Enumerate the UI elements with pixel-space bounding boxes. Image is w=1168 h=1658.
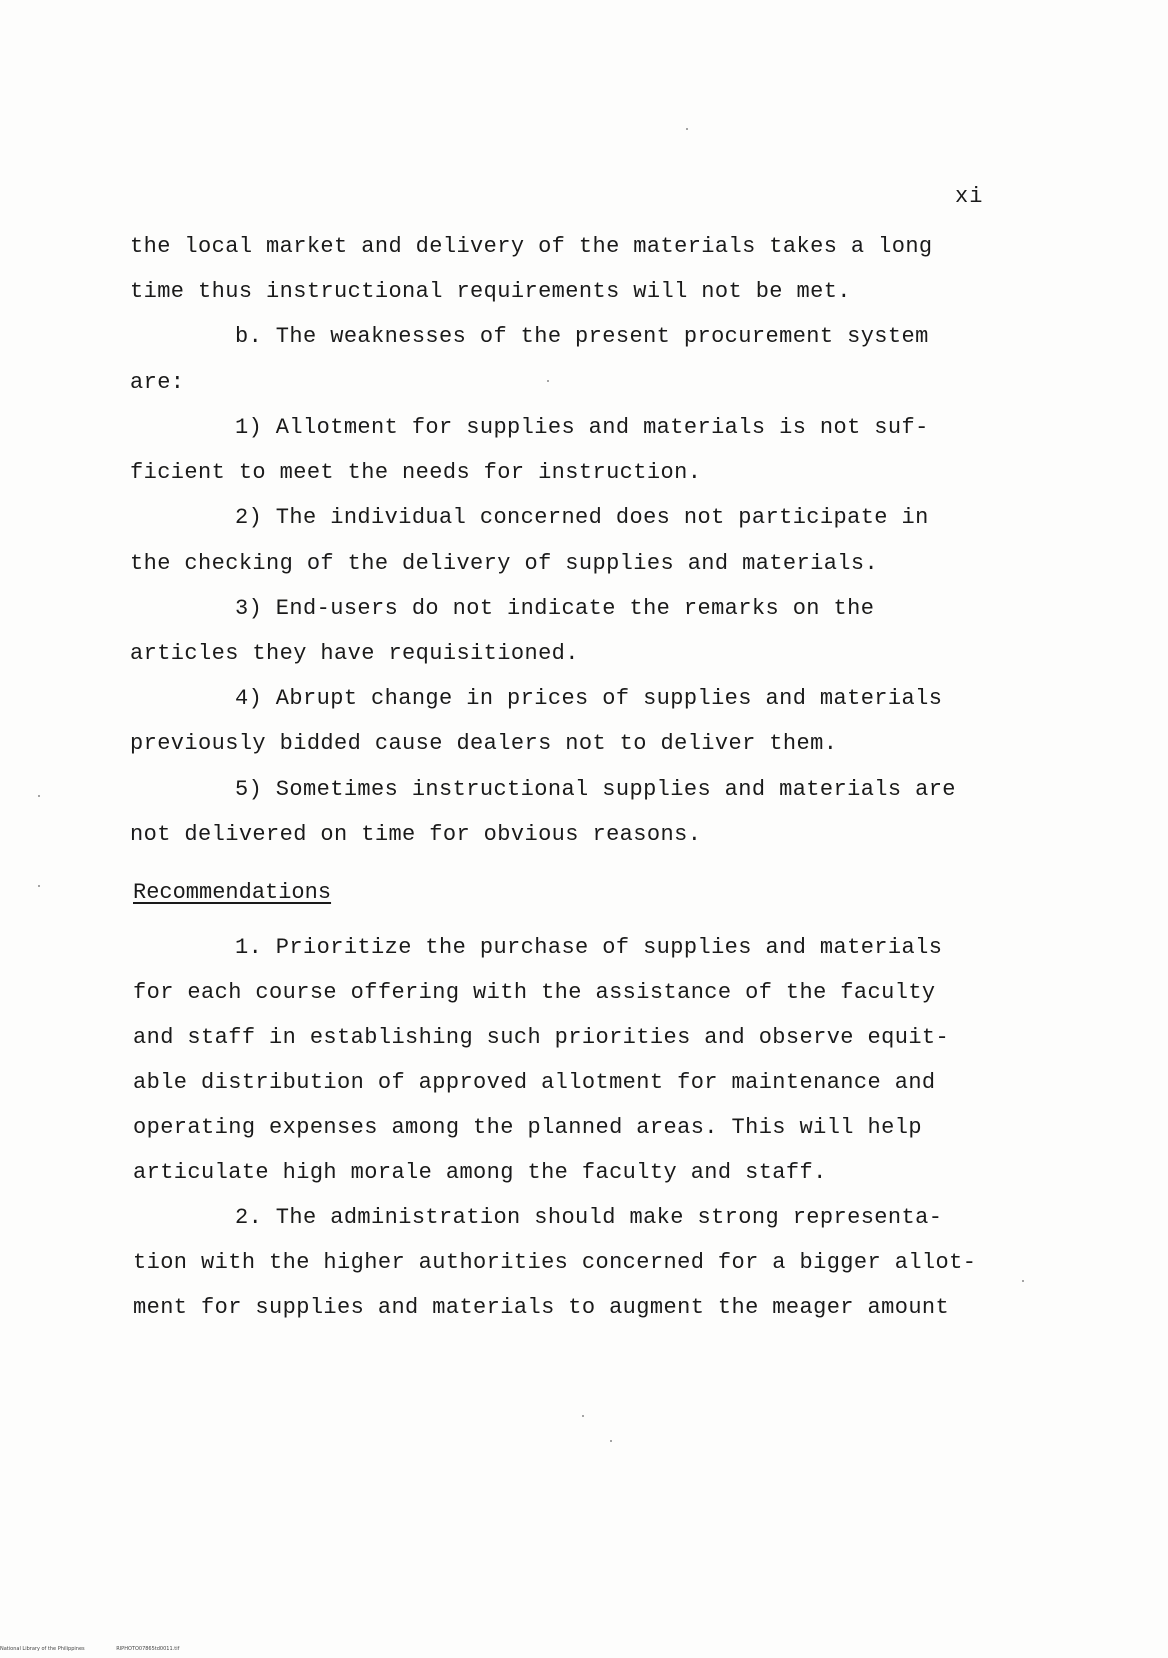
- text-line: previously bidded cause dealers not to deliver them.: [130, 731, 838, 756]
- text-line: 3) End-users do not indicate the remarks on the: [235, 596, 875, 621]
- footer-source: National Library of the Philippines: [0, 1646, 85, 1652]
- text-line: 1. Prioritize the purchase of supplies and materials: [235, 935, 943, 960]
- text-line: and staff in establishing such priorities and observe equit-: [133, 1025, 950, 1050]
- text-line: not delivered on time for obvious reasons.: [130, 822, 702, 847]
- recommendations-heading: Recommendations: [133, 880, 332, 905]
- text-line: ficient to meet the needs for instruction.: [130, 460, 702, 485]
- text-line: articles they have requisitioned.: [130, 641, 579, 666]
- text-line: 2. The administration should make strong representa-: [235, 1205, 943, 1230]
- scan-speck: [686, 128, 688, 130]
- text-line: able distribution of approved allotment for maintenance and: [133, 1070, 936, 1095]
- scan-speck: [38, 795, 40, 797]
- scan-speck: [610, 1440, 612, 1442]
- text-line: tion with the higher authorities concerned for a bigger allot-: [133, 1250, 977, 1275]
- text-line: the checking of the delivery of supplies and materials.: [130, 551, 879, 576]
- scan-speck: [38, 885, 40, 887]
- text-line: 1) Allotment for supplies and materials is not suf-: [235, 415, 929, 440]
- text-line: 5) Sometimes instructional supplies and materials are: [235, 777, 956, 802]
- scan-speck: [1022, 1280, 1024, 1282]
- scan-footer: [0, 1646, 209, 1652]
- text-line: are:: [130, 370, 185, 395]
- scan-speck: [582, 1415, 584, 1417]
- text-line: b. The weaknesses of the present procurement system: [235, 324, 929, 349]
- page-number: xi: [955, 184, 984, 209]
- text-line: operating expenses among the planned areas. This will help: [133, 1115, 922, 1140]
- scan-speck: [547, 380, 549, 382]
- text-line: 4) Abrupt change in prices of supplies and materials: [235, 686, 943, 711]
- text-line: articulate high morale among the faculty and staff.: [133, 1160, 827, 1185]
- text-line: the local market and delivery of the materials takes a long: [130, 234, 933, 259]
- text-line: time thus instructional requirements will not be met.: [130, 279, 851, 304]
- text-line: ment for supplies and materials to augment the meager amount: [133, 1295, 950, 1320]
- footer-file: RIPHOTO07865td0011.tif: [116, 1646, 180, 1652]
- text-line: 2) The individual concerned does not participate in: [235, 505, 929, 530]
- text-line: for each course offering with the assistance of the faculty: [133, 980, 936, 1005]
